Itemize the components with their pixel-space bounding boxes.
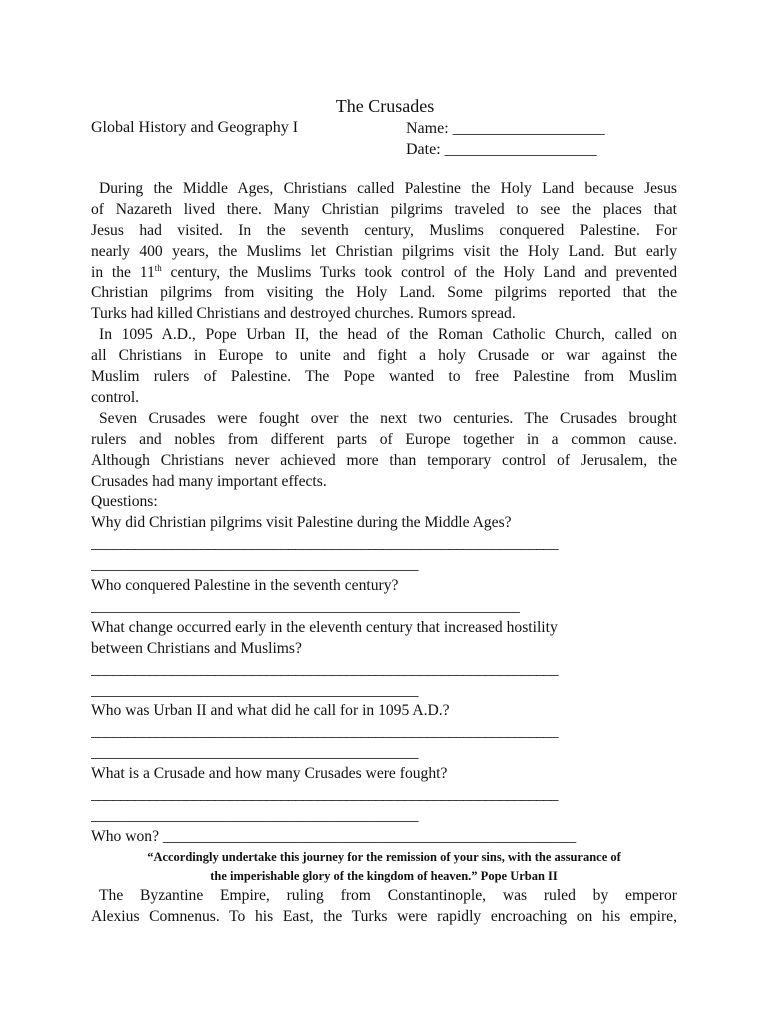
answer-line[interactable]: _______________________________________________________: [91, 597, 520, 615]
passage-line: Jesus had visited. In the seventh century, Muslims conquered Palestine. For: [91, 221, 677, 239]
question-3: What change occurred early in the eleventh century that increased hostility: [91, 618, 558, 636]
question-5: What is a Crusade and how many Crusades were fought?: [91, 765, 448, 783]
answer-line[interactable]: ________________________________________________________________: [91, 786, 558, 804]
questions-heading: Questions:: [91, 493, 158, 511]
answer-line[interactable]: __________________________________________: [91, 681, 419, 699]
question-6[interactable]: Who won? _____________________________________________________: [91, 827, 577, 845]
question-2: Who conquered Palestine in the seventh century?: [91, 577, 399, 595]
passage-line: Crusades had many important effects.: [91, 472, 327, 490]
question-4: Who was Urban II and what did he call for in 1095 A.D.?: [91, 702, 450, 720]
passage-line: of Nazareth lived there. Many Christian pilgrims traveled to see the places that: [91, 200, 677, 218]
passage-line: Turks had killed Christians and destroyed churches. Rumors spread.: [91, 305, 516, 323]
answer-line[interactable]: __________________________________________: [91, 807, 419, 824]
student-info: [406, 118, 605, 160]
passage-line: Christian pilgrims from visiting the Holy Land. Some pilgrims reported that the: [91, 284, 677, 302]
quote-line: “Accordingly undertake this journey for the remission of your sins, with the assurance of: [147, 849, 621, 864]
passage-line: nearly 400 years, the Muslims let Christian pilgrims visit the Holy Land. But early: [91, 242, 677, 260]
course-name: Global History and Geography I: [91, 119, 299, 136]
pope-urban-quote: [87, 848, 681, 886]
answer-line[interactable]: ________________________________________________________________: [91, 660, 558, 678]
question-1: Why did Christian pilgrims visit Palestine during the Middle Ages?: [91, 514, 512, 532]
passage-line: Muslim rulers of Palestine. The Pope wanted to free Palestine from Muslim: [91, 368, 677, 386]
name-field[interactable]: Name: ___________________: [406, 120, 605, 137]
answer-line[interactable]: __________________________________________: [91, 744, 419, 762]
passage-line: [91, 263, 677, 284]
passage-line: control.: [91, 388, 140, 406]
passage-line: Seven Crusades were fought over the next two centuries. The Crusades brought: [99, 409, 677, 427]
passage-text: in the 11: [91, 263, 155, 281]
date-field[interactable]: Date: ___________________: [406, 141, 597, 158]
passage-line: The Byzantine Empire, ruling from Constantinople, was ruled by emperor: [99, 886, 677, 904]
question-3-continued: between Christians and Muslims?: [91, 639, 302, 657]
answer-line[interactable]: ________________________________________________________________: [91, 535, 558, 553]
passage-line: Alexius Comnenus. To his East, the Turks were rapidly encroaching on his empire,: [91, 907, 677, 925]
ordinal-suffix: th: [154, 262, 162, 273]
passage-line: all Christians in Europe to unite and fight a holy Crusade or war against the: [91, 347, 677, 365]
passage-line: During the Middle Ages, Christians called Palestine the Holy Land because Jesus: [99, 180, 677, 197]
answer-line[interactable]: ________________________________________________________________: [91, 723, 558, 741]
worksheet-body: [91, 179, 677, 928]
page-title: The Crusades: [335, 96, 435, 116]
passage-line: rulers and nobles from different parts of Europe together in a common cause.: [91, 430, 677, 448]
passage-text: century, the Muslims Turks took control of the Holy Land and prevented: [161, 263, 677, 281]
answer-line[interactable]: __________________________________________: [91, 556, 419, 574]
passage-line: Although Christians never achieved more than temporary control of Jerusalem, the: [91, 451, 677, 469]
passage-line: In 1095 A.D., Pope Urban II, the head of the Roman Catholic Church, called on: [99, 326, 677, 344]
quote-line: the imperishable glory of the kingdom of heaven.” Pope Urban II: [210, 868, 558, 883]
